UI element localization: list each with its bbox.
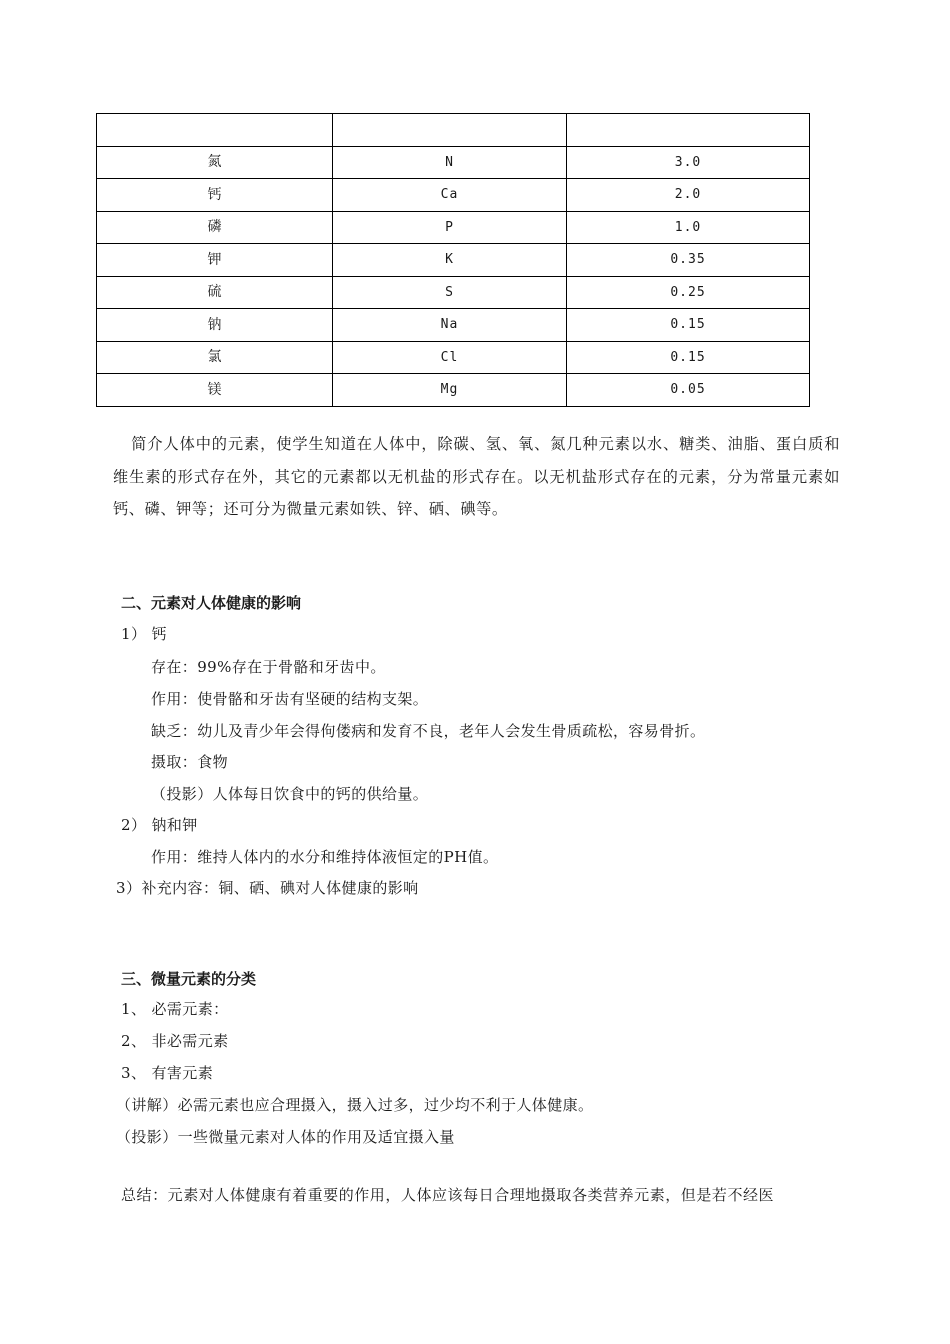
element-name-cell: 磷	[97, 211, 333, 244]
element-name-cell: 钠	[97, 309, 333, 342]
section-2-line: 作用：维持人体内的水分和维持体液恒定的PH值。	[151, 848, 499, 866]
element-symbol-cell: S	[333, 276, 567, 309]
table-row	[97, 309, 810, 342]
section-2-line: （投影）人体每日饮食中的钙的供给量。	[151, 785, 429, 803]
table-row	[97, 211, 810, 244]
section-2-item-sodium-potassium: 2） 钠和钾	[121, 816, 198, 834]
table-header-cell	[97, 114, 333, 147]
element-name-cell: 镁	[97, 374, 333, 407]
intro-paragraph: 简介人体中的元素，使学生知道在人体中，除碳、氢、氧、氮几种元素以水、糖类、油脂、蛋白质和维生素的形式存在外，其它的元素都以无机盐的形式存在。以无机盐形式存在的元素，分为常量元素如钙、磷、钾等；还可分为微量元素如铁、锌、硒、碘等。	[113, 435, 840, 518]
section-3-item: 1、 必需元素：	[121, 1000, 229, 1018]
element-name-cell: 氯	[97, 341, 333, 374]
section-2-heading: 二、元素对人体健康的影响	[121, 594, 302, 612]
section-3-explanation: （讲解）必需元素也应合理摄入，摄入过多，过少均不利于人体健康。	[116, 1096, 594, 1114]
element-value-cell: 2.0	[567, 179, 810, 212]
table-header-row	[97, 114, 810, 147]
element-value-cell: 1.0	[567, 211, 810, 244]
element-name-cell: 硫	[97, 276, 333, 309]
element-name-cell: 钾	[97, 244, 333, 277]
element-value-cell: 0.15	[567, 341, 810, 374]
element-name-cell: 钙	[97, 179, 333, 212]
section-2-line: 作用：使骨骼和牙齿有坚硬的结构支架。	[151, 690, 429, 708]
table-row	[97, 244, 810, 277]
element-value-cell: 0.25	[567, 276, 810, 309]
element-symbol-cell: Cl	[333, 341, 567, 374]
summary-paragraph: 总结：元素对人体健康有着重要的作用，人体应该每日合理地摄取各类营养元素，但是若不经医	[121, 1186, 775, 1204]
table-row	[97, 276, 810, 309]
element-value-cell: 0.15	[567, 309, 810, 342]
section-3-heading: 三、微量元素的分类	[121, 970, 257, 988]
section-2-line: 摄取：食物	[151, 753, 229, 771]
element-value-cell: 0.05	[567, 374, 810, 407]
element-symbol-cell: Mg	[333, 374, 567, 407]
table-row	[97, 374, 810, 407]
section-2-item-calcium: 1） 钙	[121, 625, 167, 643]
element-symbol-cell: Ca	[333, 179, 567, 212]
element-content-table	[96, 113, 810, 407]
section-2-line: 缺乏：幼儿及青少年会得佝偻病和发育不良，老年人会发生骨质疏松，容易骨折。	[151, 722, 706, 740]
section-3-projection: （投影）一些微量元素对人体的作用及适宜摄入量	[116, 1128, 455, 1146]
table-row	[97, 179, 810, 212]
element-name-cell: 氮	[97, 146, 333, 179]
table-header-cell	[567, 114, 810, 147]
element-symbol-cell: N	[333, 146, 567, 179]
table-header-cell	[333, 114, 567, 147]
table-row	[97, 146, 810, 179]
section-3-item: 2、 非必需元素	[121, 1032, 229, 1050]
element-symbol-cell: K	[333, 244, 567, 277]
element-symbol-cell: P	[333, 211, 567, 244]
element-value-cell: 0.35	[567, 244, 810, 277]
section-2-line: 存在：99%存在于骨骼和牙齿中。	[151, 658, 386, 676]
section-2-item-supplement: 3）补充内容：铜、硒、碘对人体健康的影响	[116, 879, 419, 897]
element-symbol-cell: Na	[333, 309, 567, 342]
element-value-cell: 3.0	[567, 146, 810, 179]
table-row	[97, 341, 810, 374]
section-3-item: 3、 有害元素	[121, 1064, 214, 1082]
